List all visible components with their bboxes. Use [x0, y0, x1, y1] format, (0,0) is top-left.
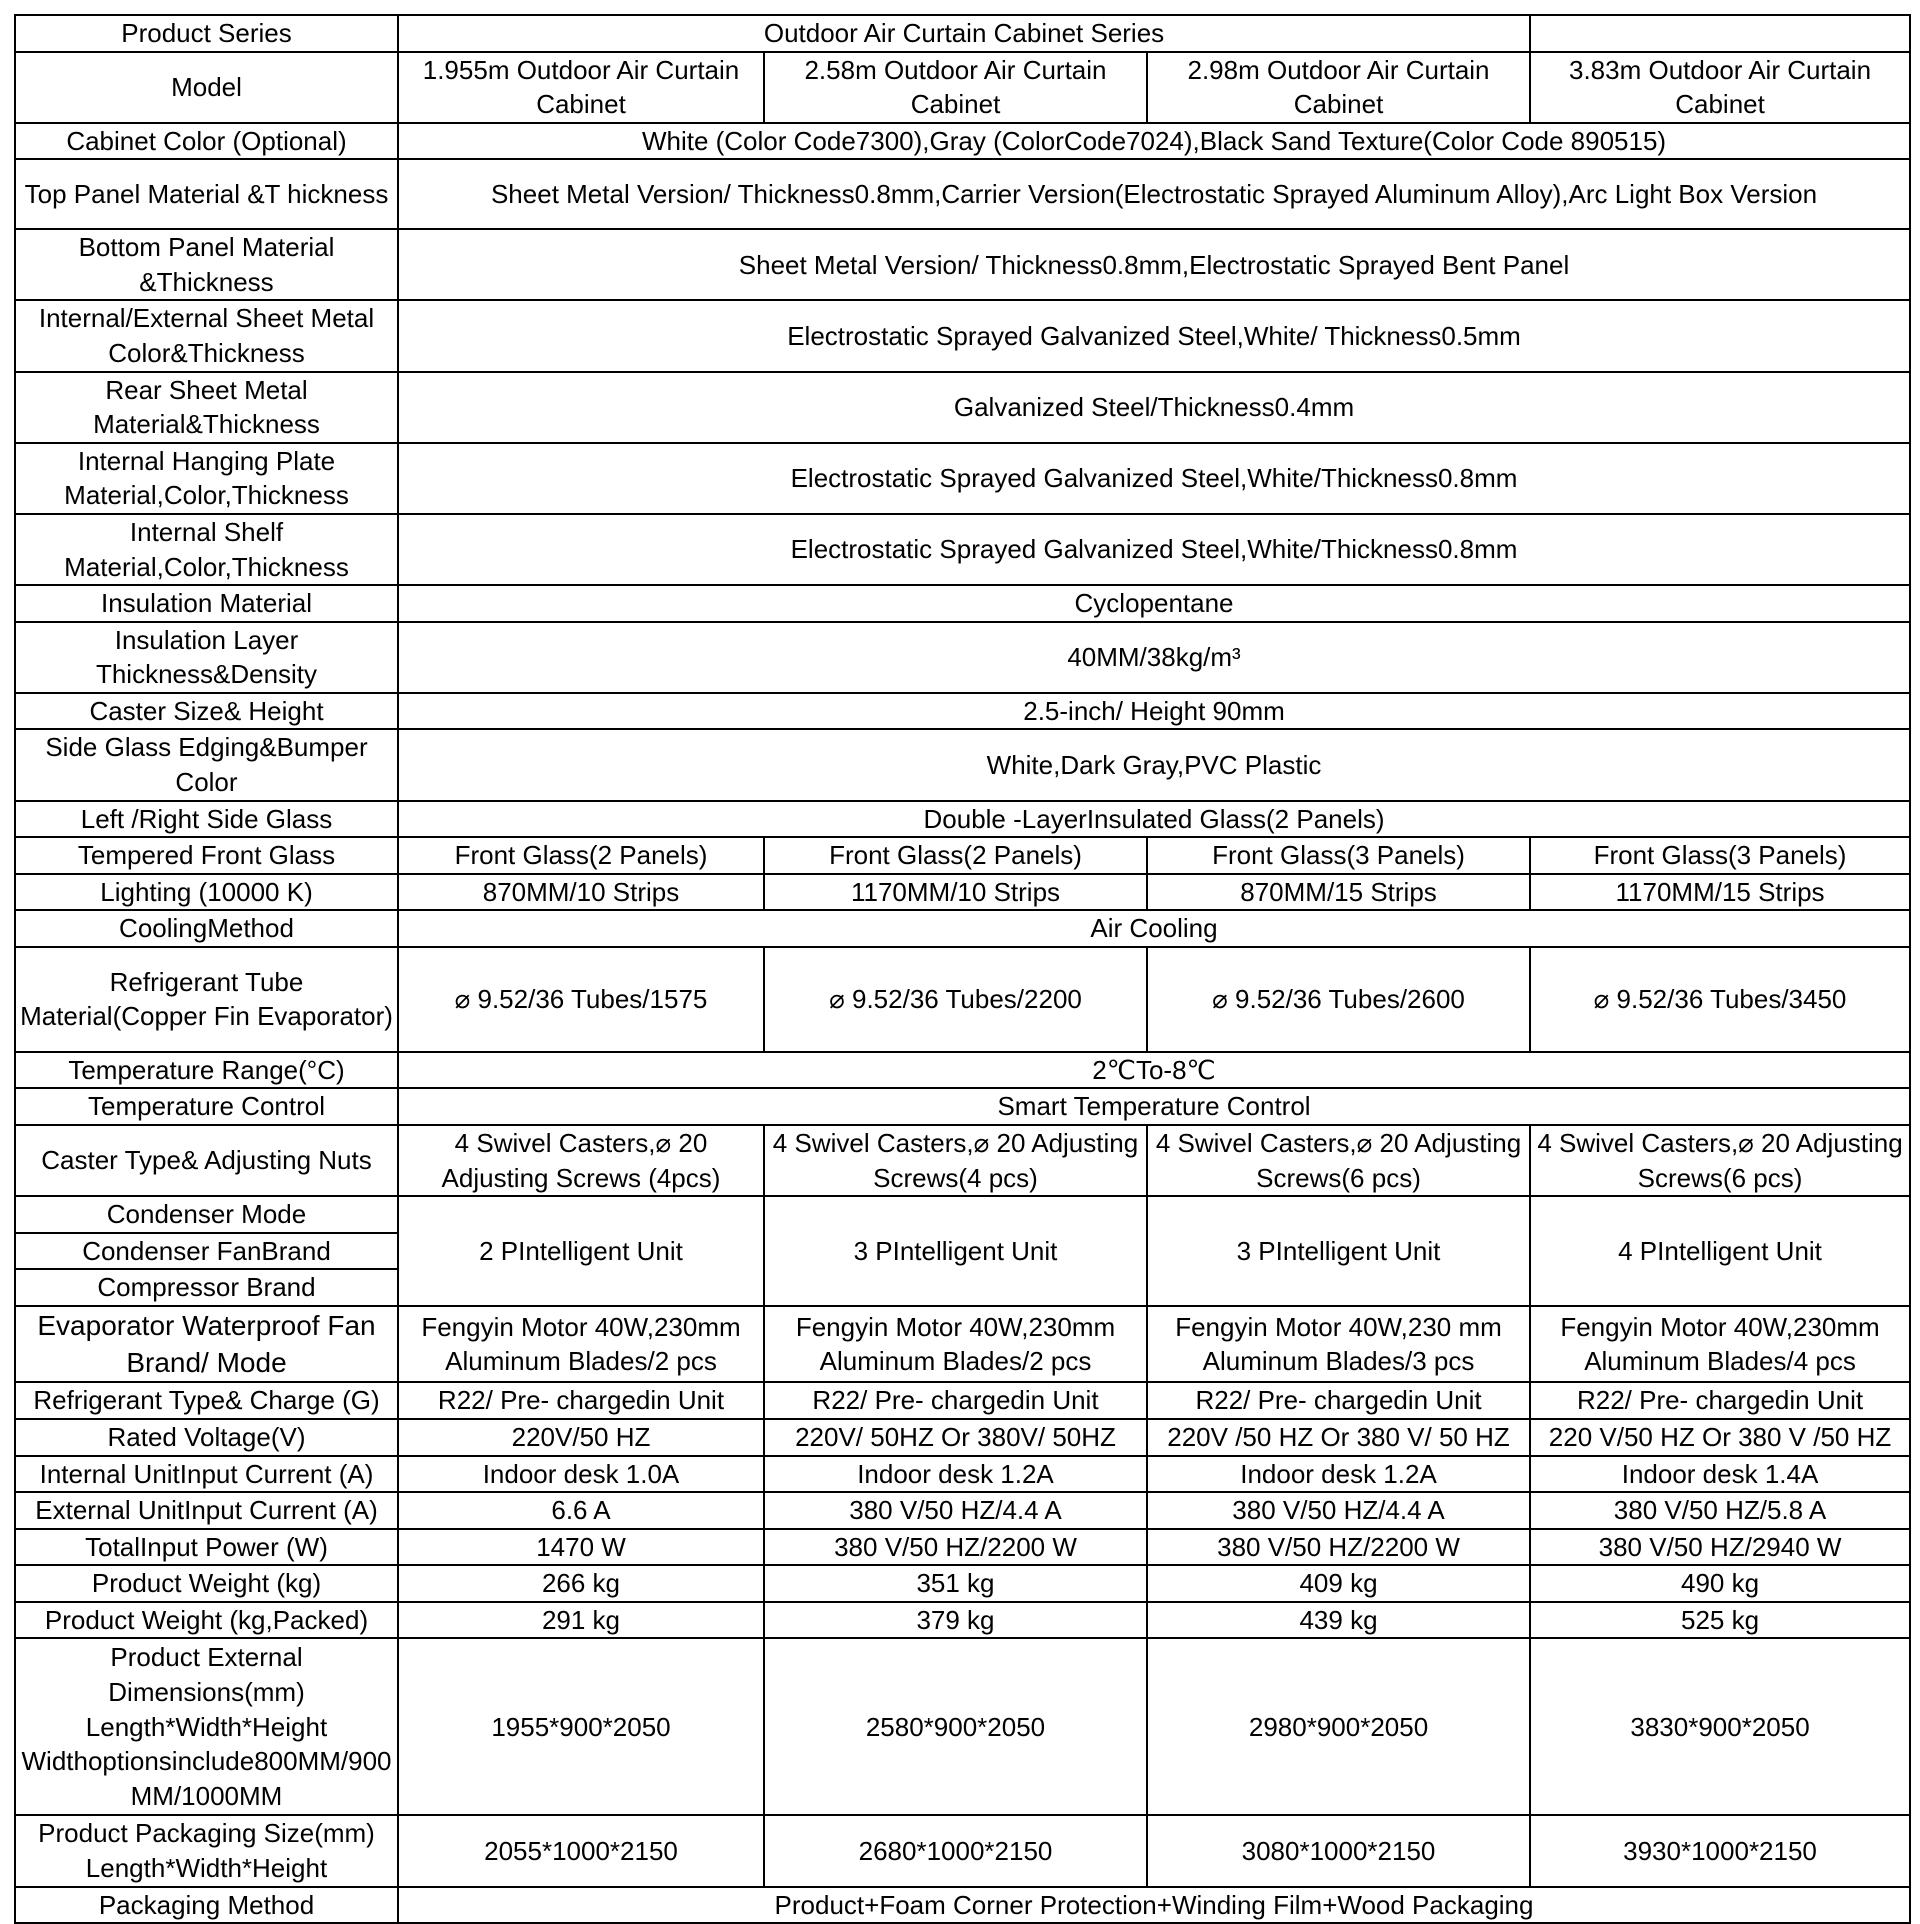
- model-1: 1.955m Outdoor Air Curtain Cabinet: [398, 52, 764, 123]
- internal-current-3: Indoor desk 1.2A: [1147, 1456, 1530, 1493]
- label-int-ext-sheet: Internal/External Sheet Metal Color&Thickness: [15, 300, 398, 371]
- total-power-4: 380 V/50 HZ/2940 W: [1530, 1529, 1910, 1566]
- row-temp-range: [15, 1052, 1910, 1089]
- label-caster-size: Caster Size& Height: [15, 693, 398, 730]
- packaging-size-1: 2055*1000*2150: [398, 1815, 764, 1886]
- evap-fan-1: Fengyin Motor 40W,230mm Aluminum Blades/2 pcs: [398, 1306, 764, 1382]
- label-external-current: External UnitInput Current (A): [15, 1492, 398, 1529]
- value-cooling: Air Cooling: [398, 910, 1910, 947]
- row-front-glass: [15, 837, 1910, 874]
- model-2: 2.58m Outdoor Air Curtain Cabinet: [764, 52, 1147, 123]
- label-total-power: TotalInput Power (W): [15, 1529, 398, 1566]
- row-external-dimensions: [15, 1638, 1910, 1815]
- label-compressor: Compressor Brand: [15, 1269, 398, 1306]
- value-cabinet-color: White (Color Code7300),Gray (ColorCode7024),Black Sand Texture(Color Code 890515): [398, 123, 1910, 160]
- row-cabinet-color: [15, 123, 1910, 160]
- label-temp-range: Temperature Range(°C): [15, 1052, 398, 1089]
- value-series-extra: [1530, 15, 1910, 52]
- row-cooling: [15, 910, 1910, 947]
- value-series: Outdoor Air Curtain Cabinet Series: [398, 15, 1530, 52]
- weight-packed-3: 439 kg: [1147, 1602, 1530, 1639]
- packaging-size-3: 3080*1000*2150: [1147, 1815, 1530, 1886]
- weight-4: 490 kg: [1530, 1565, 1910, 1602]
- label-hanging-plate: Internal Hanging Plate Material,Color,Thickness: [15, 443, 398, 514]
- label-cooling: CoolingMethod: [15, 910, 398, 947]
- label-internal-current: Internal UnitInput Current (A): [15, 1456, 398, 1493]
- condenser-1: 2 PIntelligent Unit: [398, 1196, 764, 1306]
- row-rated-voltage: [15, 1419, 1910, 1456]
- condenser-4: 4 PIntelligent Unit: [1530, 1196, 1910, 1306]
- label-caster-type: Caster Type& Adjusting Nuts: [15, 1125, 398, 1196]
- weight-3: 409 kg: [1147, 1565, 1530, 1602]
- row-caster-type: [15, 1125, 1910, 1196]
- refrigerant-tube-3: ⌀ 9.52/36 Tubes/2600: [1147, 947, 1530, 1052]
- value-int-ext-sheet: Electrostatic Sprayed Galvanized Steel,White/ Thickness0.5mm: [398, 300, 1910, 371]
- front-glass-2: Front Glass(2 Panels): [764, 837, 1147, 874]
- packaging-size-4: 3930*1000*2150: [1530, 1815, 1910, 1886]
- external-current-4: 380 V/50 HZ/5.8 A: [1530, 1492, 1910, 1529]
- external-current-2: 380 V/50 HZ/4.4 A: [764, 1492, 1147, 1529]
- weight-packed-1: 291 kg: [398, 1602, 764, 1639]
- label-bottom-panel: Bottom Panel Material &Thickness: [15, 229, 398, 300]
- evap-fan-4: Fengyin Motor 40W,230mm Aluminum Blades/4 pcs: [1530, 1306, 1910, 1382]
- label-packaging-method: Packaging Method: [15, 1887, 398, 1924]
- row-caster-size: [15, 693, 1910, 730]
- caster-type-1: 4 Swivel Casters,⌀ 20 Adjusting Screws (4pcs): [398, 1125, 764, 1196]
- row-side-glass: [15, 801, 1910, 838]
- label-cabinet-color: Cabinet Color (Optional): [15, 123, 398, 160]
- value-caster-size: 2.5-inch/ Height 90mm: [398, 693, 1910, 730]
- external-dimensions-3: 2980*900*2050: [1147, 1638, 1530, 1815]
- value-hanging-plate: Electrostatic Sprayed Galvanized Steel,White/Thickness0.8mm: [398, 443, 1910, 514]
- total-power-1: 1470 W: [398, 1529, 764, 1566]
- refrigerant-tube-4: ⌀ 9.52/36 Tubes/3450: [1530, 947, 1910, 1052]
- row-packaging-size: [15, 1815, 1910, 1886]
- evap-fan-3: Fengyin Motor 40W,230 mm Aluminum Blades/3 pcs: [1147, 1306, 1530, 1382]
- label-lighting: Lighting (10000 K): [15, 874, 398, 911]
- label-weight: Product Weight (kg): [15, 1565, 398, 1602]
- label-refrigerant-tube: Refrigerant Tube Material(Copper Fin Evaporator): [15, 947, 398, 1052]
- row-internal-current: [15, 1456, 1910, 1493]
- front-glass-1: Front Glass(2 Panels): [398, 837, 764, 874]
- front-glass-3: Front Glass(3 Panels): [1147, 837, 1530, 874]
- weight-packed-2: 379 kg: [764, 1602, 1147, 1639]
- row-insulation-layer: [15, 622, 1910, 693]
- condenser-3: 3 PIntelligent Unit: [1147, 1196, 1530, 1306]
- lighting-2: 1170MM/10 Strips: [764, 874, 1147, 911]
- model-4: 3.83m Outdoor Air Curtain Cabinet: [1530, 52, 1910, 123]
- row-model: [15, 52, 1910, 123]
- refrigerant-type-2: R22/ Pre- chargedin Unit: [764, 1382, 1147, 1419]
- row-weight: [15, 1565, 1910, 1602]
- condenser-2: 3 PIntelligent Unit: [764, 1196, 1147, 1306]
- rated-voltage-1: 220V/50 HZ: [398, 1419, 764, 1456]
- label-model: Model: [15, 52, 398, 123]
- label-weight-packed: Product Weight (kg,Packed): [15, 1602, 398, 1639]
- value-bottom-panel: Sheet Metal Version/ Thickness0.8mm,Electrostatic Sprayed Bent Panel: [398, 229, 1910, 300]
- label-series: Product Series: [15, 15, 398, 52]
- value-insulation-material: Cyclopentane: [398, 585, 1910, 622]
- row-temp-control: [15, 1088, 1910, 1125]
- row-refrigerant-tube: [15, 947, 1910, 1052]
- label-side-glass-edging: Side Glass Edging&Bumper Color: [15, 729, 398, 800]
- row-top-panel: [15, 159, 1910, 229]
- front-glass-4: Front Glass(3 Panels): [1530, 837, 1910, 874]
- spec-table: [14, 14, 1911, 1924]
- row-rear-sheet: [15, 372, 1910, 443]
- label-external-dimensions: Product External Dimensions(mm) Length*Width*Height Widthoptionsinclude800MM/900MM/1000MM: [15, 1638, 398, 1815]
- value-temp-range: 2℃To-8℃: [398, 1052, 1910, 1089]
- value-side-glass: Double -LayerInsulated Glass(2 Panels): [398, 801, 1910, 838]
- value-shelf: Electrostatic Sprayed Galvanized Steel,White/Thickness0.8mm: [398, 514, 1910, 585]
- weight-2: 351 kg: [764, 1565, 1147, 1602]
- internal-current-4: Indoor desk 1.4A: [1530, 1456, 1910, 1493]
- row-weight-packed: [15, 1602, 1910, 1639]
- label-condenser-fan: Condenser FanBrand: [15, 1233, 398, 1270]
- label-rear-sheet: Rear Sheet Metal Material&Thickness: [15, 372, 398, 443]
- lighting-4: 1170MM/15 Strips: [1530, 874, 1910, 911]
- label-packaging-size: Product Packaging Size(mm) Length*Width*Height: [15, 1815, 398, 1886]
- row-total-power: [15, 1529, 1910, 1566]
- value-packaging-method: Product+Foam Corner Protection+Winding Film+Wood Packaging: [398, 1887, 1910, 1924]
- external-dimensions-4: 3830*900*2050: [1530, 1638, 1910, 1815]
- row-insulation-material: [15, 585, 1910, 622]
- external-dimensions-2: 2580*900*2050: [764, 1638, 1147, 1815]
- lighting-3: 870MM/15 Strips: [1147, 874, 1530, 911]
- label-insulation-material: Insulation Material: [15, 585, 398, 622]
- external-dimensions-1: 1955*900*2050: [398, 1638, 764, 1815]
- row-bottom-panel: [15, 229, 1910, 300]
- caster-type-2: 4 Swivel Casters,⌀ 20 Adjusting Screws(4 pcs): [764, 1125, 1147, 1196]
- evap-fan-2: Fengyin Motor 40W,230mm Aluminum Blades/2 pcs: [764, 1306, 1147, 1382]
- row-hanging-plate: [15, 443, 1910, 514]
- caster-type-4: 4 Swivel Casters,⌀ 20 Adjusting Screws(6 pcs): [1530, 1125, 1910, 1196]
- label-refrigerant-type: Refrigerant Type& Charge (G): [15, 1382, 398, 1419]
- value-temp-control: Smart Temperature Control: [398, 1088, 1910, 1125]
- value-insulation-layer: 40MM/38kg/m³: [398, 622, 1910, 693]
- weight-packed-4: 525 kg: [1530, 1602, 1910, 1639]
- refrigerant-type-3: R22/ Pre- chargedin Unit: [1147, 1382, 1530, 1419]
- value-side-glass-edging: White,Dark Gray,PVC Plastic: [398, 729, 1910, 800]
- label-shelf: Internal Shelf Material,Color,Thickness: [15, 514, 398, 585]
- external-current-3: 380 V/50 HZ/4.4 A: [1147, 1492, 1530, 1529]
- label-front-glass: Tempered Front Glass: [15, 837, 398, 874]
- internal-current-2: Indoor desk 1.2A: [764, 1456, 1147, 1493]
- rated-voltage-3: 220V /50 HZ Or 380 V/ 50 HZ: [1147, 1419, 1530, 1456]
- refrigerant-tube-1: ⌀ 9.52/36 Tubes/1575: [398, 947, 764, 1052]
- packaging-size-2: 2680*1000*2150: [764, 1815, 1147, 1886]
- caster-type-3: 4 Swivel Casters,⌀ 20 Adjusting Screws(6 pcs): [1147, 1125, 1530, 1196]
- lighting-1: 870MM/10 Strips: [398, 874, 764, 911]
- label-side-glass: Left /Right Side Glass: [15, 801, 398, 838]
- value-rear-sheet: Galvanized Steel/Thickness0.4mm: [398, 372, 1910, 443]
- total-power-2: 380 V/50 HZ/2200 W: [764, 1529, 1147, 1566]
- refrigerant-type-1: R22/ Pre- chargedin Unit: [398, 1382, 764, 1419]
- row-series: [15, 15, 1910, 52]
- rated-voltage-4: 220 V/50 HZ Or 380 V /50 HZ: [1530, 1419, 1910, 1456]
- label-temp-control: Temperature Control: [15, 1088, 398, 1125]
- model-3: 2.98m Outdoor Air Curtain Cabinet: [1147, 52, 1530, 123]
- label-evap-fan: Evaporator Waterproof Fan Brand/ Mode: [15, 1306, 398, 1382]
- internal-current-1: Indoor desk 1.0A: [398, 1456, 764, 1493]
- row-lighting: [15, 874, 1910, 911]
- row-side-glass-edging: [15, 729, 1910, 800]
- total-power-3: 380 V/50 HZ/2200 W: [1147, 1529, 1530, 1566]
- rated-voltage-2: 220V/ 50HZ Or 380V/ 50HZ: [764, 1419, 1147, 1456]
- row-refrigerant-type: [15, 1382, 1910, 1419]
- row-packaging-method: [15, 1887, 1910, 1924]
- label-rated-voltage: Rated Voltage(V): [15, 1419, 398, 1456]
- row-int-ext-sheet: [15, 300, 1910, 371]
- refrigerant-tube-2: ⌀ 9.52/36 Tubes/2200: [764, 947, 1147, 1052]
- row-condenser-mode: [15, 1196, 1910, 1233]
- value-top-panel: Sheet Metal Version/ Thickness0.8mm,Carrier Version(Electrostatic Sprayed Aluminum Alloy),Arc Light Box Version: [398, 159, 1910, 229]
- external-current-1: 6.6 A: [398, 1492, 764, 1529]
- refrigerant-type-4: R22/ Pre- chargedin Unit: [1530, 1382, 1910, 1419]
- weight-1: 266 kg: [398, 1565, 764, 1602]
- row-external-current: [15, 1492, 1910, 1529]
- label-insulation-layer: Insulation Layer Thickness&Density: [15, 622, 398, 693]
- row-evap-fan: [15, 1306, 1910, 1382]
- label-top-panel: Top Panel Material &T hickness: [15, 159, 398, 229]
- row-shelf: [15, 514, 1910, 585]
- label-condenser-mode: Condenser Mode: [15, 1196, 398, 1233]
